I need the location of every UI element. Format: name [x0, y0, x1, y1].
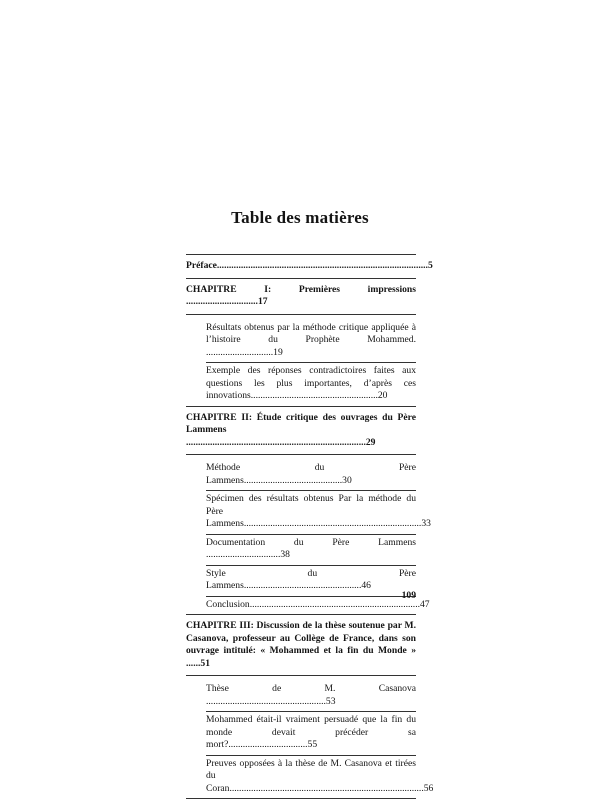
- toc-entry: Exemple des réponses contradictoires faites aux questions les plus importantes, d’après ces innovations.....................................................20: [206, 365, 416, 401]
- page-number: 109: [401, 590, 416, 601]
- toc-entry: Résultats obtenus par la méthode critique appliquée à l’histoire du Prophète Mohammed. ............................19: [206, 321, 416, 358]
- divider: [186, 798, 416, 799]
- table-of-contents: [186, 254, 434, 799]
- toc-chapter-3-sections: [186, 676, 434, 798]
- toc-preface: Préface........................................................................................5: [186, 260, 433, 271]
- toc-entry: Documentation du Père Lammens ...............................38: [206, 536, 416, 560]
- toc-chapter-2-sections: [186, 455, 431, 614]
- toc-entry: Preuves opposées à la thèse de M. Casanova et tirées du Coran.................................................................................56: [206, 757, 434, 794]
- toc-entry: Mohammed était-il vraiment persuadé que la fin du monde devait précéder sa mort?.................................55: [206, 714, 416, 750]
- page-title: Table des matières: [231, 208, 369, 227]
- toc-entry: Méthode du Père Lammens.........................................30: [206, 462, 416, 486]
- toc-entry: Style du Père Lammens.................................................46: [206, 567, 416, 591]
- toc-entry: Conclusion.......................................................................47: [206, 598, 430, 610]
- toc-entry: Spécimen des résultats obtenus Par la méthode du Père Lammens..........................................................................33: [206, 493, 431, 529]
- toc-chapter-2: CHAPITRE II: Étude critique des ouvrages du Père Lammens ...........................................................................29: [186, 411, 416, 448]
- toc-chapter-3: CHAPITRE III: Discussion de la thèse soutenue par M. Casanova, professeur au Collège de France, dans son ouvrage intitulé: « Mohammed et la fin du Monde » ......51: [186, 620, 416, 669]
- toc-entry: Thèse de M. Casanova ..................................................53: [206, 683, 416, 707]
- toc-chapter-1: CHAPITRE I: Premières impressions ..............................17: [186, 283, 416, 307]
- toc-chapter-1-sections: [186, 315, 416, 406]
